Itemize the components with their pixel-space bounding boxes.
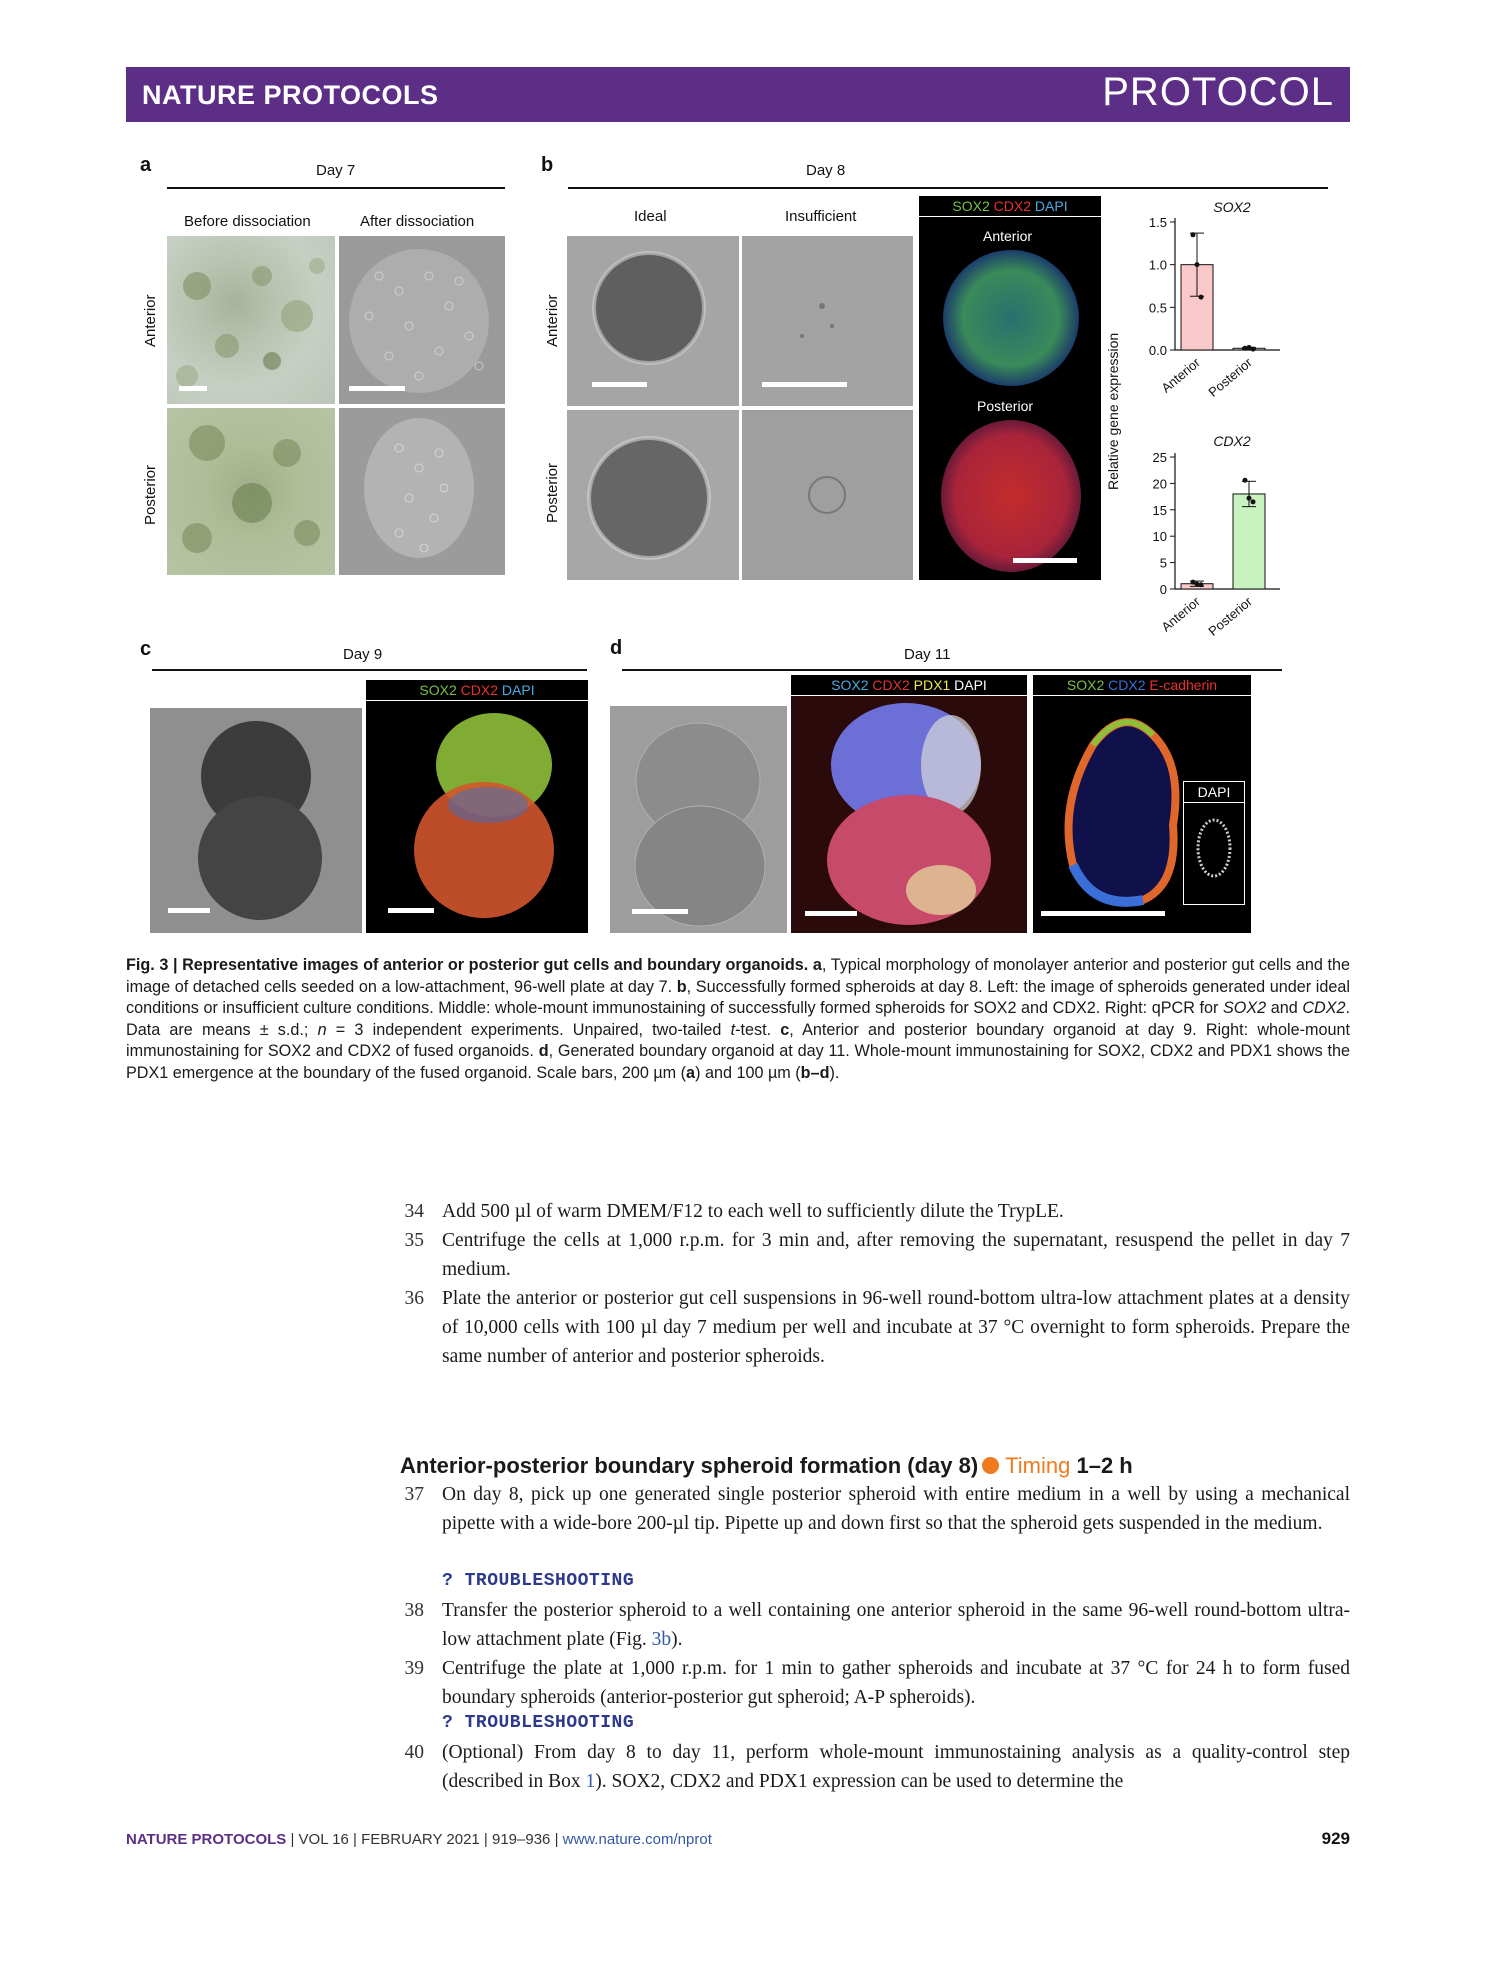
- x-tick-label: Posterior: [1205, 593, 1255, 639]
- step-number: 34: [404, 1201, 424, 1222]
- y-tick-label: 1.5: [1148, 215, 1167, 230]
- step-number: 36: [404, 1288, 424, 1309]
- scale-bar: [592, 382, 647, 387]
- y-tick-label: 0.0: [1148, 343, 1167, 358]
- step-text: [442, 1738, 1350, 1796]
- scale-bar: [805, 911, 857, 916]
- stain-cdx2: CDX2: [460, 682, 499, 698]
- step-36: [400, 1284, 1350, 1371]
- detached-cells: [339, 408, 505, 575]
- image-b-immunostaining: [919, 196, 1101, 580]
- caption-ref-bd: b–d: [800, 1063, 830, 1082]
- caption-text-b2: . Data are means ± s.d.;: [126, 999, 1350, 1039]
- step-number: 37: [404, 1484, 424, 1505]
- section-title-text: Anterior-posterior boundary spheroid formation (day 8): [400, 1453, 979, 1478]
- panel-d-rule: [622, 669, 1282, 671]
- stain-sox2: SOX2: [419, 682, 457, 698]
- caption-ref-c: c: [780, 1020, 790, 1039]
- y-tick-label: 0: [1159, 582, 1167, 597]
- panel-a-col2: After dissociation: [360, 213, 475, 230]
- panel-c-letter: c: [140, 638, 152, 660]
- panel-a-letter: a: [140, 154, 152, 176]
- organoid-fluorescence: [366, 680, 588, 933]
- step-text: Plate the anterior or posterior gut cell suspensions in 96-well round-bottom ultra-low attachment plates at a density of 10,000 cells with 100 µl day 7 medium per well and incubate at 37 °C overnight to form spheroids. Prepare the same number of anterior and posterior spheroids.: [442, 1288, 1350, 1367]
- panel-b-col2: Insufficient: [785, 208, 857, 225]
- panel-b-rule: [568, 187, 1328, 189]
- x-tick-label: Anterior: [1158, 593, 1203, 635]
- scale-bar: [388, 908, 434, 913]
- image-b-posterior-insufficient: [742, 410, 913, 580]
- panel-b-day: Day 8: [806, 162, 846, 179]
- data-point: [1191, 232, 1196, 237]
- step-text-a: Transfer the posterior spheroid to a well containing one anterior spheroid in the same 96-well round-bottom ultra-low attachment plate (Fig.: [442, 1600, 1350, 1650]
- footer-sep: |: [479, 1831, 492, 1848]
- stain-dapi: DAPI: [1034, 198, 1068, 214]
- section-title: [400, 1453, 1133, 1479]
- image-a-posterior-after: [339, 408, 505, 575]
- image-d-immunostaining-2: [1033, 675, 1251, 933]
- troubleshooting-link-1[interactable]: ? TROUBLESHOOTING: [442, 1571, 635, 1591]
- chart-cdx2: [1153, 433, 1280, 639]
- caption-and: and: [1266, 999, 1303, 1017]
- chart-title: CDX2: [1213, 433, 1251, 449]
- caption-text-end: ).: [829, 1063, 840, 1082]
- panel-d-day: Day 11: [904, 646, 951, 663]
- caption-ref-a2: a: [686, 1063, 696, 1082]
- panel-c-rule: [152, 669, 587, 671]
- panel-b-col1: Ideal: [634, 208, 667, 225]
- caption-text-c: , Anterior and posterior boundary organoid at day 9. Right: whole-mount immunostaining for SOX2 and CDX2 of fused organoids.: [126, 1020, 1350, 1060]
- y-tick-label: 0.5: [1148, 300, 1167, 316]
- footer-url-link[interactable]: www.nature.com/nprot: [562, 1831, 712, 1848]
- panel-b-letter: b: [541, 154, 554, 176]
- step-40: [400, 1738, 1350, 1796]
- caption-text-mid: ) and 100 µm (: [695, 1063, 801, 1082]
- caption-sox2: SOX2: [1222, 999, 1267, 1017]
- footer-issue: FEBRUARY 2021: [361, 1831, 480, 1848]
- step-number: 39: [404, 1658, 424, 1679]
- scale-bar: [179, 386, 207, 391]
- data-point: [1251, 499, 1256, 504]
- scale-bar: [762, 382, 847, 387]
- timing-label: Timing: [1005, 1453, 1071, 1478]
- journal-name: NATURE PROTOCOLS: [142, 80, 439, 110]
- image-c-immunostaining: [366, 680, 588, 933]
- panel-a-rule: [167, 187, 505, 189]
- y-tick-label: 1.0: [1148, 257, 1167, 273]
- stain-pdx1: PDX1: [913, 677, 951, 693]
- caption-text-b3: = 3 independent experiments. Unpaired, two-tailed: [326, 1020, 731, 1039]
- footer-sep: |: [550, 1831, 563, 1848]
- image-label-posterior: Posterior: [977, 398, 1034, 414]
- fused-organoid: [150, 708, 362, 933]
- image-a-anterior-before: [167, 236, 335, 404]
- image-a-anterior-after: [339, 236, 505, 404]
- caption-t: t: [730, 1020, 736, 1039]
- stain-sox2: SOX2: [952, 198, 990, 214]
- debris: [742, 410, 913, 580]
- bar: [1233, 494, 1265, 589]
- scale-bar: [1013, 558, 1077, 563]
- caption-text-b4: -test.: [735, 1020, 781, 1039]
- step-39: [400, 1654, 1350, 1712]
- panel-a-row1: Anterior: [142, 294, 159, 347]
- stain-dapi: DAPI: [954, 677, 987, 693]
- image-a-posterior-before: [167, 408, 335, 575]
- footer-volume: VOL 16: [298, 1831, 349, 1848]
- caption-text-a: , Typical morphology of monolayer anterior and posterior gut cells and the image of detached cells seeded on a low-attachment, 96-well plate at day 7.: [126, 956, 1350, 996]
- spheroid: [567, 236, 739, 406]
- y-tick-label: 10: [1152, 529, 1167, 545]
- data-point: [1199, 582, 1204, 587]
- organoid: [610, 706, 787, 933]
- stain-cdx2: CDX2: [1108, 677, 1146, 693]
- caption-title: Representative images of anterior or posterior gut cells and boundary organoids.: [182, 956, 809, 974]
- caption-ref-a: a: [812, 956, 822, 974]
- y-tick-label: 25: [1152, 450, 1167, 465]
- x-tick-label: Anterior: [1158, 354, 1203, 396]
- timing-value: 1–2 h: [1076, 1453, 1133, 1478]
- detached-cells: [339, 236, 505, 404]
- panel-b-row1: Anterior: [544, 294, 561, 347]
- y-tick-label: 5: [1159, 555, 1167, 571]
- cell-clusters: [167, 408, 335, 575]
- chart-sox2: [1149, 199, 1280, 400]
- image-b-anterior-insufficient: [742, 236, 913, 406]
- footer-sep: |: [286, 1831, 299, 1848]
- step-number: 40: [404, 1742, 424, 1763]
- image-b-anterior-ideal: [567, 236, 739, 406]
- step-number: 38: [404, 1600, 424, 1621]
- step-text: On day 8, pick up one generated single posterior spheroid with entire medium in a well by using a mechanical pipette with a wide-bore 200-µl tip. Pipette up and down first so that the spheroid gets suspended in the medium.: [442, 1484, 1350, 1534]
- inset-label: DAPI: [1184, 782, 1244, 803]
- step-text: Add 500 µl of warm DMEM/F12 to each well to sufficiently dilute the TrypLE.: [442, 1201, 1064, 1222]
- stain-sox2: SOX2: [831, 677, 869, 693]
- stain-cdx2: CDX2: [872, 677, 910, 693]
- data-point: [1195, 262, 1200, 267]
- panel-a-day: Day 7: [316, 162, 356, 179]
- step-text-b: ). SOX2, CDX2 and PDX1 expression can be used to determine the: [595, 1771, 1124, 1792]
- organoid-fluorescence: [791, 675, 1027, 933]
- y-tick-label: 15: [1152, 502, 1167, 518]
- y-tick-label: 20: [1152, 476, 1167, 492]
- stain-dapi: DAPI: [501, 682, 535, 698]
- spheroid-fluorescence: [919, 196, 1101, 580]
- page-footer: [126, 1831, 712, 1848]
- stain-cdx2: CDX2: [993, 198, 1032, 214]
- page-number: 929: [1321, 1829, 1350, 1848]
- footer-sep: |: [348, 1831, 362, 1848]
- data-point: [1199, 295, 1204, 300]
- step-text: Centrifuge the plate at 1,000 r.p.m. for 1 min to gather spheroids and incubate at 37 °C for 24 h to form fused boundary spheroids (anterior-posterior gut spheroid; A-P spheroids).: [442, 1658, 1350, 1708]
- caption-text-d: , Generated boundary organoid at day 11. Whole-mount immunostaining for SOX2, CDX2 and PDX1 shows the PDX1 emergence at the boundary of the fused organoid. Scale bars, 200 µm (: [126, 1042, 1350, 1082]
- image-b-posterior-ideal: [567, 410, 739, 580]
- figure-link[interactable]: 3b: [651, 1629, 672, 1650]
- inset-dapi: [1183, 781, 1245, 905]
- step-text-a: (Optional) From day 8 to day 11, perform whole-mount immunostaining analysis as a quality-control step (described in Box: [442, 1742, 1350, 1792]
- article-type: PROTOCOL: [1102, 70, 1334, 114]
- step-34: [400, 1197, 1350, 1226]
- troubleshooting-link-2[interactable]: ? TROUBLESHOOTING: [442, 1713, 635, 1733]
- panel-c-day: Day 9: [343, 646, 383, 663]
- qpcr-charts: [1100, 190, 1340, 660]
- box-link[interactable]: 1: [585, 1771, 596, 1792]
- stain-ecadherin: E-cadherin: [1149, 677, 1218, 693]
- spheroid: [567, 410, 739, 580]
- image-d-immunostaining-1: [791, 675, 1027, 933]
- x-tick-label: Posterior: [1205, 354, 1255, 400]
- image-label-anterior: Anterior: [983, 228, 1033, 244]
- data-point: [1247, 496, 1252, 501]
- caption-ref-b: b: [676, 977, 687, 996]
- step-number: 35: [404, 1230, 424, 1251]
- caption-ref-d: d: [538, 1042, 549, 1060]
- inset-fluorescence: [1184, 803, 1244, 893]
- debris: [742, 236, 913, 406]
- panel-a-row2: Posterior: [142, 464, 159, 525]
- data-point: [1251, 347, 1256, 352]
- step-text-b: ).: [671, 1629, 683, 1650]
- panel-b-row2: Posterior: [544, 462, 561, 523]
- chart-title: SOX2: [1213, 199, 1251, 215]
- panel-d-letter: d: [610, 637, 623, 659]
- image-c-brightfield: [150, 708, 362, 933]
- scale-bar: [349, 386, 405, 391]
- caption-n: n: [317, 1020, 327, 1039]
- figure-caption: [126, 955, 1350, 1084]
- step-35: [400, 1226, 1350, 1284]
- footer-pages: 919–936: [492, 1831, 551, 1848]
- step-37: [400, 1480, 1350, 1538]
- scale-bar: [1041, 911, 1165, 916]
- qpcr-ylabel: Relative gene expression: [1105, 332, 1121, 490]
- scale-bar: [632, 909, 688, 914]
- step-text: Centrifuge the cells at 1,000 r.p.m. for 3 min and, after removing the supernatant, resuspend the pellet in day 7 medium.: [442, 1230, 1350, 1280]
- step-38: [400, 1596, 1350, 1654]
- stain-sox2: SOX2: [1066, 677, 1105, 693]
- caption-text-b1: , Successfully formed spheroids at day 8. Left: the image of spheroids generated under ideal conditions or insufficient culture conditions. Middle: whole-mount immunostaining of successfully formed spheroids for SOX2 and CDX2. Right: qPCR for: [126, 977, 1350, 1017]
- data-point: [1243, 478, 1248, 483]
- caption-cdx2: CDX2: [1302, 999, 1346, 1017]
- panel-a-col1: Before dissociation: [184, 213, 311, 230]
- scale-bar: [168, 908, 210, 913]
- timing-icon: [982, 1457, 999, 1474]
- footer-journal: NATURE PROTOCOLS: [126, 1831, 287, 1848]
- caption-label: Fig. 3 |: [126, 956, 178, 974]
- image-d-brightfield: [610, 706, 787, 933]
- cell-clusters: [167, 236, 335, 404]
- step-text: [442, 1596, 1350, 1654]
